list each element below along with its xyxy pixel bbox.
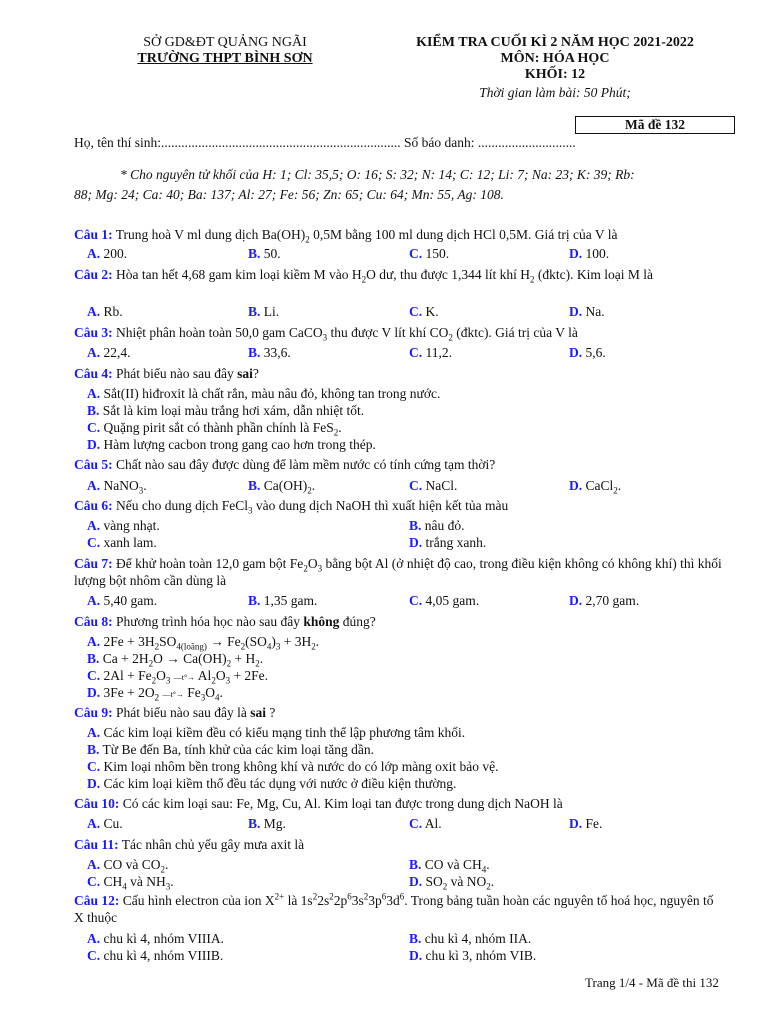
q9-option-b[interactable]: B. Từ Be đến Ba, tính khử của các kim loại tăng dần. [87, 742, 374, 757]
exam-title: KIỂM TRA CUỐI KÌ 2 NĂM HỌC 2021-2022 [416, 35, 694, 50]
page-footer: Trang 1/4 - Mã đề thi 132 [585, 975, 719, 990]
question-4: Câu 4: Phát biểu nào sau đây sai? [74, 366, 259, 381]
q2-option-c[interactable]: C. K. [409, 304, 439, 319]
q2-option-b[interactable]: B. Li. [248, 304, 280, 319]
question-7: Câu 7: Để khử hoàn toàn 12,0 gam bột $Fe_2O_3$ bằng bột Al (ở nhiệt độ cao, trong điều kiện không có không khí) thì khối lượng bột nhôm cần dùng là [74, 556, 722, 588]
q4-option-d[interactable]: D. Hàm lượng cacbon trong gang cao hơn trong thép. [87, 437, 376, 452]
q5-option-b[interactable]: B. $Ca(OH)_2$. [248, 478, 316, 496]
q4-option-c[interactable]: C. Quặng pirit sắt có thành phần chính là FeS$_2$. [87, 420, 342, 438]
q6-option-a[interactable]: A. vàng nhạt. [87, 518, 160, 533]
q12-option-a[interactable]: A. chu kì 4, nhóm VIIIA. [87, 931, 224, 946]
q6-option-d[interactable]: D. trắng xanh. [409, 535, 487, 550]
q1-option-b[interactable]: B. 50. [248, 246, 281, 261]
q12-option-b[interactable]: B. chu kì 4, nhóm IIA. [409, 931, 532, 946]
q10-option-a[interactable]: A. Cu. [87, 816, 123, 831]
q5-option-a[interactable]: A. NaNO$_3$. [87, 478, 147, 496]
q9-option-a[interactable]: A. Các kim loại kiềm đều có kiểu mạng tinh thể lập phương tâm khối. [87, 725, 466, 740]
q4-option-b[interactable]: B. Sắt là kim loại màu trắng hơi xám, dẫn nhiệt tốt. [87, 403, 365, 418]
question-9: Câu 9: Phát biểu nào sau đây là sai ? [74, 705, 276, 720]
q6-option-c[interactable]: C. xanh lam. [87, 535, 157, 550]
q5-option-c[interactable]: C. NaCl. [409, 478, 458, 493]
q1-option-a[interactable]: A. 200. [87, 246, 128, 261]
q8-option-b[interactable]: B. $Ca + 2H_2O \to Ca(OH)_2 + H_2$. [87, 651, 264, 669]
atomic-mass-note-1: * Cho nguyên tử khối của H: 1; Cl: 35,5; O: 16; S: 32; N: 14; C: 12; Li: 7; Na: 23; K: 39; Rb: [120, 167, 635, 182]
q10-option-c[interactable]: C. Al. [409, 816, 442, 831]
q10-option-d[interactable]: D. Fe. [569, 816, 603, 831]
subject: MÔN: HÓA HỌC [500, 51, 610, 66]
q4-option-a[interactable]: A. Sắt(II) hiđroxit là chất rắn, màu nâu đỏ, không tan trong nước. [87, 386, 441, 401]
question-10: Câu 10: Có các kim loại sau: Fe, Mg, Cu, Al. Kim loại tan được trong dung dịch NaOH là [74, 796, 563, 811]
question-2: Câu 2: Hòa tan hết 4,68 gam kim loại kiềm M vào $H_2O$ dư, thu được 1,344 lít khí $H_2$ (đktc). Kim loại M là [74, 267, 653, 285]
department-name: SỞ GD&ĐT QUẢNG NGÃI [143, 35, 307, 50]
question-1: Câu 1: Trung hoà V ml dung dịch $Ba(OH)_2$ 0,5M bằng 100 ml dung dịch HCl 0,5M. Giá trị của V là [74, 227, 618, 245]
q5-option-d[interactable]: D. CaCl$_2$. [569, 478, 622, 496]
candidate-name-line: Họ, tên thí sinh:....................................................................... Số báo danh: ............................. [74, 135, 576, 150]
q8-option-a[interactable]: A. $2Fe + 3H_2SO_{4(loãng)} \to Fe_2(SO_4)_3 + 3H_2$. [87, 634, 320, 652]
q3-option-b[interactable]: B. 33,6. [248, 345, 291, 360]
question-6: Câu 6: Nếu cho dung dịch FeCl$_3$ vào dung dịch NaOH thì xuất hiện kết tủa màu [74, 498, 509, 516]
q2-option-a[interactable]: A. Rb. [87, 304, 123, 319]
q1-option-d[interactable]: D. 100. [569, 246, 610, 261]
exam-code-box: Mã đề 132 [575, 116, 735, 134]
question-8: Câu 8: Phương trình hóa học nào sau đây không đúng? [74, 614, 376, 629]
q12-option-d[interactable]: D. chu kì 3, nhóm VIB. [409, 948, 537, 963]
q8-option-c[interactable]: C. $2Al + Fe_2O_3$ —t°→ $Al_2O_3 + 2Fe$. [87, 668, 269, 686]
q3-option-d[interactable]: D. 5,6. [569, 345, 606, 360]
q3-option-c[interactable]: C. 11,2. [409, 345, 452, 360]
q7-option-d[interactable]: D. 2,70 gam. [569, 593, 640, 608]
question-11: Câu 11: Tác nhân chủ yếu gây mưa axit là [74, 837, 305, 852]
question-3: Câu 3: Nhiệt phân hoàn toàn 50,0 gam CaCO$_3$ thu được V lít khí $CO_2$ (đktc). Giá trị của V là [74, 325, 578, 343]
q11-option-c[interactable]: C. $CH_4$ và $NH_3$. [87, 874, 174, 892]
q7-option-c[interactable]: C. 4,05 gam. [409, 593, 480, 608]
question-label: Câu 1: [74, 227, 113, 242]
q11-option-a[interactable]: A. CO và $CO_2$. [87, 857, 169, 875]
q2-option-d[interactable]: D. Na. [569, 304, 605, 319]
q10-option-b[interactable]: B. Mg. [248, 816, 286, 831]
school-name: TRƯỜNG THPT BÌNH SƠN [137, 51, 313, 66]
q7-option-b[interactable]: B. 1,35 gam. [248, 593, 318, 608]
q6-option-b[interactable]: B. nâu đỏ. [409, 518, 465, 533]
q1-option-c[interactable]: C. 150. [409, 246, 450, 261]
atomic-mass-note-2: 88; Mg: 24; Ca: 40; Ba: 137; Al: 27; Fe: 56; Zn: 65; Cu: 64; Mn: 55, Ag: 108. [74, 187, 504, 202]
question-5: Câu 5: Chất nào sau đây được dùng để làm mềm nước có tính cứng tạm thời? [74, 457, 496, 472]
grade: KHỐI: 12 [524, 67, 586, 82]
q11-option-d[interactable]: D. $SO_2$ và $NO_2$. [409, 874, 495, 892]
q11-option-b[interactable]: B. CO và $CH_4$. [409, 857, 490, 875]
q3-option-a[interactable]: A. 22,4. [87, 345, 131, 360]
q12-option-c[interactable]: C. chu kì 4, nhóm VIIIB. [87, 948, 224, 963]
q7-option-a[interactable]: A. 5,40 gam. [87, 593, 158, 608]
q9-option-d[interactable]: D. Các kim loại kiềm thổ đều tác dụng với nước ở điều kiện thường. [87, 776, 457, 791]
q9-option-c[interactable]: C. Kim loại nhôm bền trong không khí và nước do có lớp màng oxit bảo vệ. [87, 759, 499, 774]
question-12: Câu 12: Cấu hình electron của ion $X^{2+}$ là $1s^22s^22p^63s^23p^63d^6$. Trong bảng tuần hoàn các nguyên tố hoá học, nguyên tố X thuộc [74, 891, 714, 925]
q8-option-d[interactable]: D. $3Fe + 2O_2$ —t°→ $Fe_3O_4$. [87, 685, 223, 703]
time-limit: Thời gian làm bài: 50 Phút; [479, 85, 631, 100]
